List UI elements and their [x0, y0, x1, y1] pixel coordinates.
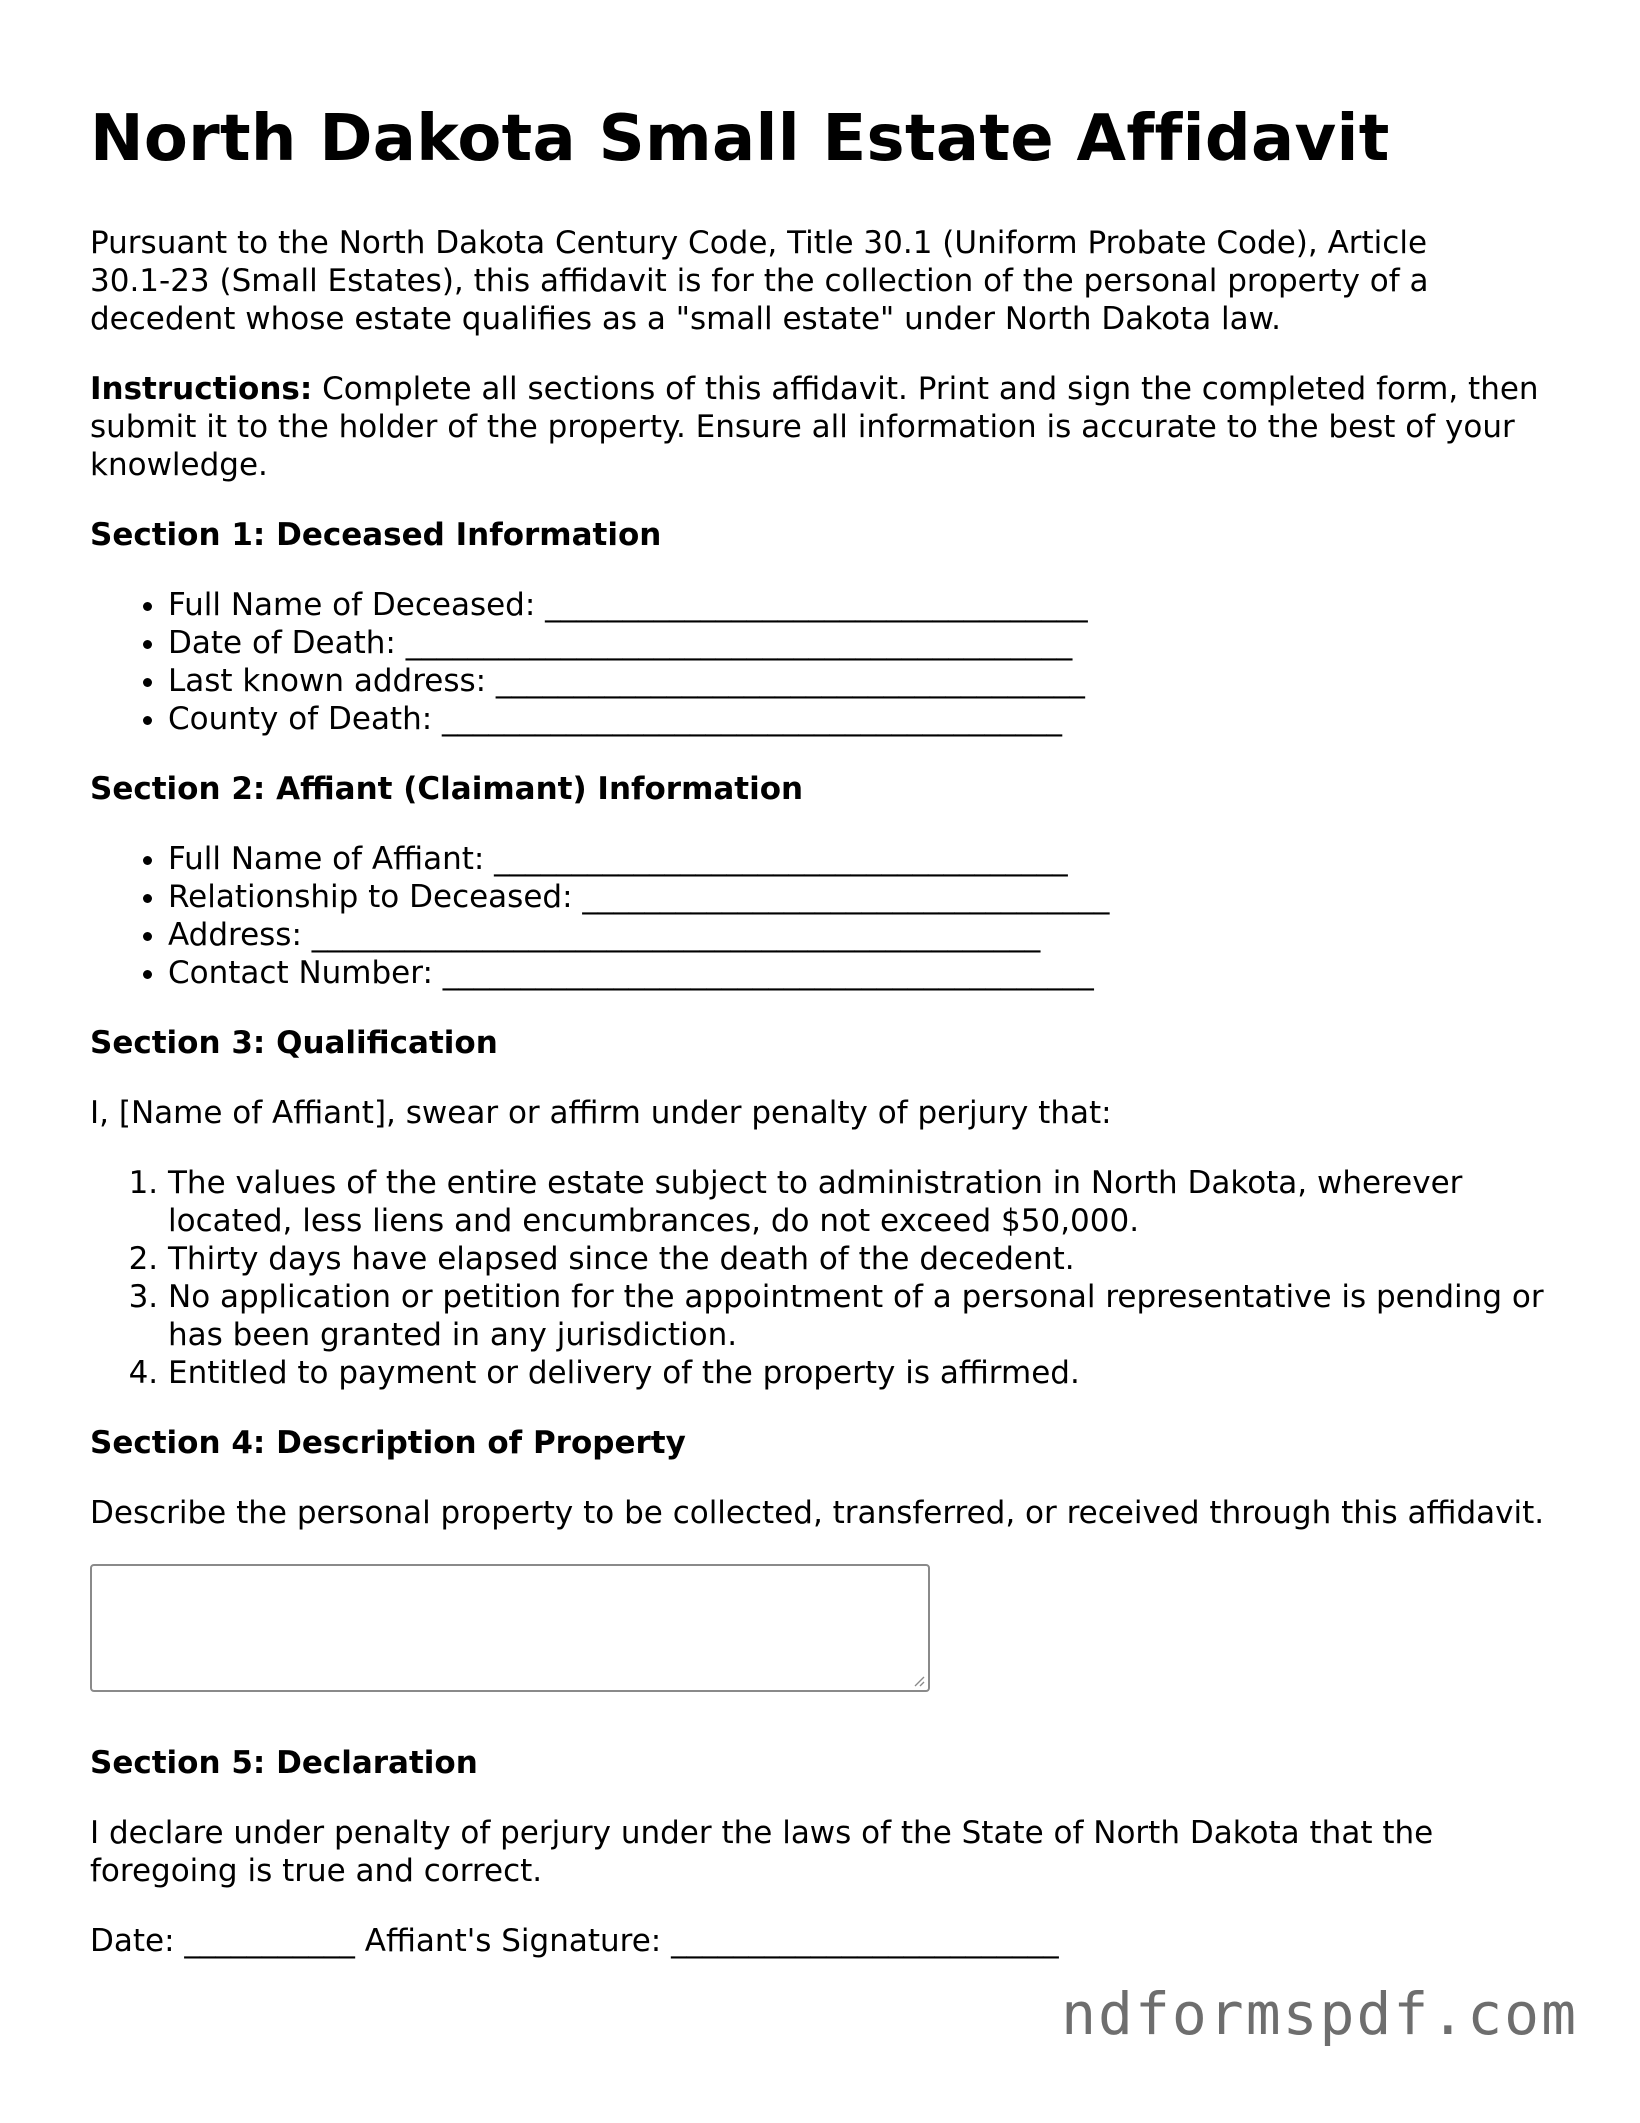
list-item: • Last known address: ______________________________________ [168, 662, 1560, 700]
watermark: ndformspdf.com [1061, 1980, 1578, 2048]
property-description-text: Describe the personal property to be collected, transferred, or received through this affidavit. [90, 1495, 1545, 1531]
list-item: • Contact Number: __________________________________________ [168, 954, 1560, 992]
qualification-list [90, 1164, 1560, 1392]
declaration-text: I declare under penalty of perjury under the laws of the State of North Dakota that the foregoing is true and correct. [90, 1815, 1434, 1889]
list-item: 4. Entitled to payment or delivery of the property is affirmed. [168, 1354, 1560, 1392]
section-4-heading: Section 4: Description of Property [90, 1425, 686, 1461]
date-signature-line: Date: ___________ Affiant's Signature: _________________________ [90, 1923, 1059, 1959]
list-item: • Full Name of Affiant: _____________________________________ [168, 840, 1560, 878]
list-item: • Address: _______________________________________________ [168, 916, 1560, 954]
list-item: • County of Death: ________________________________________ [168, 700, 1560, 738]
intro-paragraph: Pursuant to the North Dakota Century Code, Title 30.1 (Uniform Probate Code), Article 30.1-23 (Small Estates), this affidavit is for the collection of the personal property of a decedent whose estate qualifies as a "small estate" under North Dakota law. [90, 225, 1429, 337]
list-item: • Date of Death: ___________________________________________ [168, 624, 1560, 662]
list-item: • Full Name of Deceased: ___________________________________ [168, 586, 1560, 624]
section-2-heading: Section 2: Affiant (Claimant) Information [90, 771, 804, 807]
instructions-paragraph [90, 370, 1560, 484]
deceased-info-list [90, 586, 1560, 738]
section-5-heading: Section 5: Declaration [90, 1745, 478, 1781]
page-title: North Dakota Small Estate Affidavit [90, 102, 1390, 176]
resize-grip-icon[interactable] [911, 1673, 925, 1687]
section-3-heading: Section 3: Qualification [90, 1025, 498, 1061]
affiant-info-list [90, 840, 1560, 992]
property-description-textarea[interactable] [90, 1564, 930, 1692]
list-item: 1. The values of the entire estate subject to administration in North Dakota, wherever located, less liens and encumbrances, do not exceed $50,000. [168, 1164, 1560, 1240]
list-item: 3. No application or petition for the appointment of a personal representative is pending or has been granted in any jurisdiction. [168, 1278, 1560, 1354]
instructions-label: Instructions: [90, 371, 313, 407]
qualification-lead: I, [Name of Affiant], swear or affirm under penalty of perjury that: [90, 1095, 1112, 1131]
section-1-heading: Section 1: Deceased Information [90, 517, 662, 553]
instructions-text: Complete all sections of this affidavit. Print and sign the completed form, then submit it to the holder of the property. Ensure all information is accurate to the best of your knowledge. [90, 371, 1539, 483]
document-page [90, 100, 1560, 1960]
list-item: • Relationship to Deceased: __________________________________ [168, 878, 1560, 916]
list-item: 2. Thirty days have elapsed since the death of the decedent. [168, 1240, 1560, 1278]
